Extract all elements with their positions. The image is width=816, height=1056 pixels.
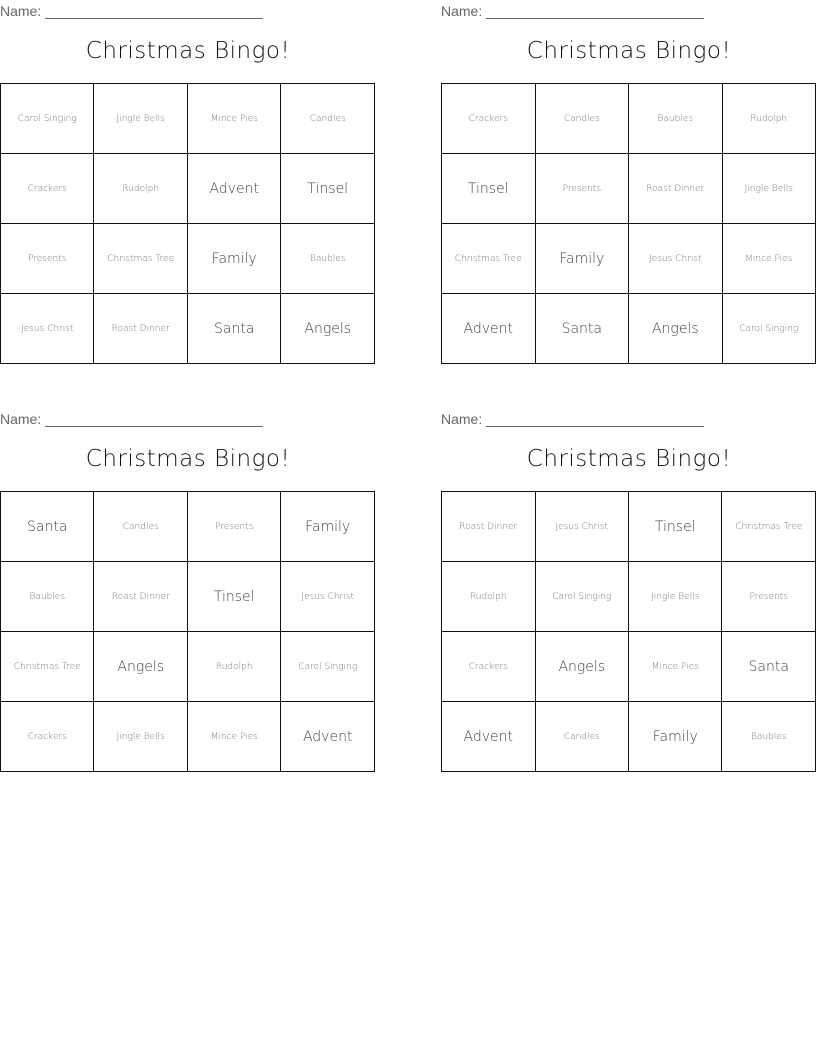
name-field[interactable] [441,411,704,427]
bingo-cell[interactable]: Carol Singing [1,84,94,154]
bingo-cell[interactable]: Christmas Tree [1,632,94,702]
bingo-cell[interactable]: Family [281,492,375,562]
bingo-cell[interactable]: Rudolph [722,84,815,154]
bingo-grid [441,491,816,772]
bingo-cell[interactable]: Presents [535,154,629,224]
bingo-cell[interactable]: Jesus Christ [1,294,94,364]
bingo-cell[interactable]: Tinsel [629,492,722,562]
bingo-cell[interactable]: Jingle Bells [94,702,188,772]
bingo-cell[interactable]: Mince Pies [187,702,280,772]
card-title: Christmas Bingo! [526,446,732,472]
name-label: Name: [0,3,42,19]
bingo-grid [0,83,375,364]
bingo-cell[interactable]: Angels [535,632,629,702]
bingo-cell[interactable]: Santa [1,492,94,562]
card-title: Christmas Bingo! [85,38,291,64]
grid-row [1,224,375,294]
bingo-cell[interactable]: Carol Singing [535,562,629,632]
bingo-cell[interactable]: Roast Dinner [629,154,723,224]
bingo-cell[interactable]: Mince Pies [629,632,722,702]
bingo-cell[interactable]: Angels [281,294,375,364]
bingo-cell[interactable]: Baubles [1,562,94,632]
bingo-cell[interactable]: Mince Pies [187,84,281,154]
grid-row [1,632,375,702]
bingo-cell[interactable]: Roast Dinner [94,562,188,632]
bingo-cell[interactable]: Santa [187,294,281,364]
grid-row [1,84,375,154]
grid-row [1,154,375,224]
grid-row [442,84,816,154]
bingo-cell[interactable]: Candles [535,702,629,772]
card-title: Christmas Bingo! [526,38,732,64]
card-title: Christmas Bingo! [85,446,291,472]
grid-row [1,492,375,562]
bingo-cell[interactable]: Family [535,224,629,294]
name-line[interactable] [45,4,263,19]
grid-row [1,294,375,364]
bingo-cell[interactable]: Jingle Bells [722,154,815,224]
grid-row [442,294,816,364]
bingo-cell[interactable]: Jesus Christ [629,224,723,294]
bingo-cell[interactable]: Christmas Tree [94,224,188,294]
grid-row [442,702,816,772]
bingo-cell[interactable]: Candles [281,84,375,154]
bingo-grid [0,491,375,772]
name-label: Name: [441,411,483,427]
grid-row [1,702,375,772]
bingo-cell[interactable]: Family [629,702,722,772]
bingo-cell[interactable]: Crackers [1,154,94,224]
bingo-cell[interactable]: Advent [442,702,536,772]
bingo-cell[interactable]: Advent [187,154,281,224]
grid-row [442,562,816,632]
grid-row [442,154,816,224]
bingo-cell[interactable]: Jingle Bells [94,84,188,154]
bingo-cell[interactable]: Baubles [722,702,816,772]
bingo-cell[interactable]: Candles [94,492,188,562]
bingo-cell[interactable]: Christmas Tree [722,492,816,562]
bingo-cell[interactable]: Mince Pies [722,224,815,294]
bingo-cell[interactable]: Rudolph [94,154,188,224]
bingo-cell[interactable]: Crackers [442,84,536,154]
bingo-cell[interactable]: Baubles [281,224,375,294]
bingo-cell[interactable]: Carol Singing [722,294,815,364]
bingo-cell[interactable]: Crackers [1,702,94,772]
bingo-cell[interactable]: Advent [281,702,375,772]
bingo-cell[interactable]: Family [187,224,281,294]
bingo-cell[interactable]: Advent [442,294,536,364]
name-field[interactable] [0,3,263,19]
bingo-cell[interactable]: Jesus Christ [281,562,375,632]
bingo-cell[interactable]: Crackers [442,632,536,702]
grid-row [442,492,816,562]
bingo-cell[interactable]: Rudolph [442,562,536,632]
name-field[interactable] [0,411,263,427]
grid-row [442,224,816,294]
bingo-cell[interactable]: Roast Dinner [94,294,188,364]
grid-row [1,562,375,632]
grid-row [442,632,816,702]
bingo-cell[interactable]: Carol Singing [281,632,375,702]
bingo-grid [441,83,816,364]
bingo-cell[interactable]: Santa [722,632,816,702]
bingo-cell[interactable]: Jingle Bells [629,562,722,632]
bingo-cell[interactable]: Baubles [629,84,723,154]
name-line[interactable] [486,4,704,19]
bingo-cell[interactable]: Christmas Tree [442,224,536,294]
bingo-cell[interactable]: Jesus Christ [535,492,629,562]
bingo-cell[interactable]: Angels [629,294,723,364]
bingo-cell[interactable]: Rudolph [187,632,280,702]
bingo-cell[interactable]: Tinsel [281,154,375,224]
bingo-cell[interactable]: Angels [94,632,188,702]
bingo-cell[interactable]: Roast Dinner [442,492,536,562]
name-field[interactable] [441,3,704,19]
name-line[interactable] [486,412,704,427]
bingo-cell[interactable]: Presents [1,224,94,294]
bingo-cell[interactable]: Tinsel [187,562,280,632]
bingo-cell[interactable]: Tinsel [442,154,536,224]
bingo-cell[interactable]: Presents [187,492,280,562]
name-label: Name: [441,3,483,19]
bingo-cell[interactable]: Candles [535,84,629,154]
bingo-cell[interactable]: Santa [535,294,629,364]
name-label: Name: [0,411,42,427]
bingo-cell[interactable]: Presents [722,562,816,632]
name-line[interactable] [45,412,263,427]
